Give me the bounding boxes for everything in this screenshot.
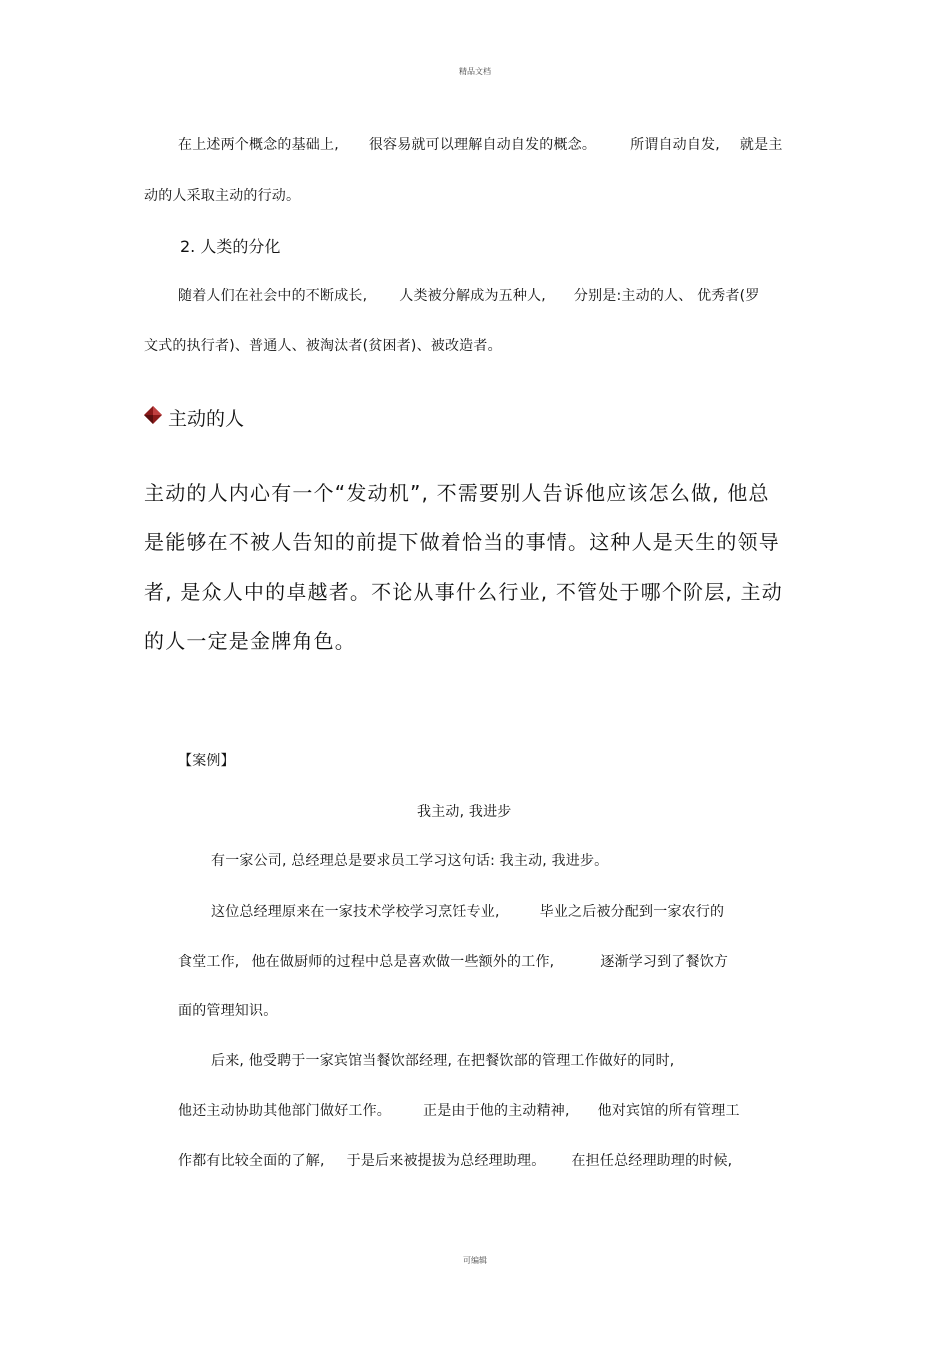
- text-segment: 逐渐学习到了餐饮方: [600, 954, 729, 970]
- text-segment: 作都有比较全面的了解,: [178, 1153, 325, 1169]
- page-footer: 可编辑: [463, 1256, 487, 1265]
- paragraph-2-line-1: [178, 285, 760, 305]
- case-paragraph-3-line-3: [178, 1150, 732, 1170]
- paragraph-1-line-2: 动的人采取主动的行动。: [144, 188, 301, 204]
- case-title: 我主动, 我进步: [417, 804, 512, 820]
- case-paragraph-2-line-1: [211, 901, 724, 921]
- big-paragraph-line: 者, 是众人中的卓越者。不论从事什么行业, 不管处于哪个阶层, 主动: [144, 580, 783, 604]
- text-segment: 很容易就可以理解自动自发的概念。: [368, 137, 597, 153]
- text-segment: 他在做厨师的过程中总是喜欢做一些额外的工作,: [251, 954, 555, 970]
- big-paragraph-line: 的人一定是金牌角色。: [144, 629, 356, 653]
- text-segment: 人类被分解成为五种人,: [399, 288, 546, 304]
- text-segment: 在上述两个概念的基础上,: [178, 137, 339, 153]
- case-label: 【案例】: [178, 753, 235, 769]
- text-segment: 分别是:主动的人、 优秀者(罗: [573, 288, 760, 304]
- big-paragraph-line: 主动的人内心有一个“发动机”, 不需要别人告诉他应该怎么做, 他总: [144, 481, 770, 505]
- text-segment: 他还主动协助其他部门做好工作。: [178, 1103, 391, 1119]
- case-paragraph-3-line-2: [178, 1100, 740, 1120]
- paragraph-1-line-1: [178, 134, 783, 154]
- case-paragraph-3-line-1: 后来, 他受聘于一家宾馆当餐饮部经理, 在把餐饮部的管理工作做好的同时,: [211, 1053, 675, 1069]
- diamond-bullet-icon: [143, 405, 163, 425]
- case-paragraph-2-line-2: [178, 951, 728, 971]
- text-segment: 就是主: [739, 137, 783, 153]
- text-segment: 正是由于他的主动精神,: [423, 1103, 570, 1119]
- page-header: 精品文档: [459, 67, 491, 76]
- big-paragraph-line: 是能够在不被人告知的前提下做着恰当的事情。这种人是天生的领导: [144, 530, 780, 554]
- text-segment: 于是后来被提拔为总经理助理。: [346, 1153, 546, 1169]
- case-paragraph-1: 有一家公司, 总经理总是要求员工学习这句话: 我主动, 我进步。: [211, 853, 609, 869]
- text-segment: 食堂工作,: [178, 954, 240, 970]
- text-segment: 这位总经理原来在一家技术学校学习烹饪专业,: [211, 904, 500, 920]
- text-segment: 在担任总经理助理的时候,: [571, 1153, 733, 1169]
- paragraph-2-line-2: 文式的执行者)、普通人、被淘汰者(贫困者)、被改造者。: [144, 338, 502, 354]
- text-segment: 他对宾馆的所有管理工: [597, 1103, 740, 1119]
- case-paragraph-2-line-3: 面的管理知识。: [178, 1003, 278, 1019]
- text-segment: 所谓自动自发,: [630, 137, 720, 153]
- text-segment: 毕业之后被分配到一家农行的: [539, 904, 725, 920]
- section-title: 2. 人类的分化: [180, 237, 281, 256]
- text-segment: 随着人们在社会中的不断成长,: [178, 288, 368, 304]
- heading-title: 主动的人: [168, 408, 245, 430]
